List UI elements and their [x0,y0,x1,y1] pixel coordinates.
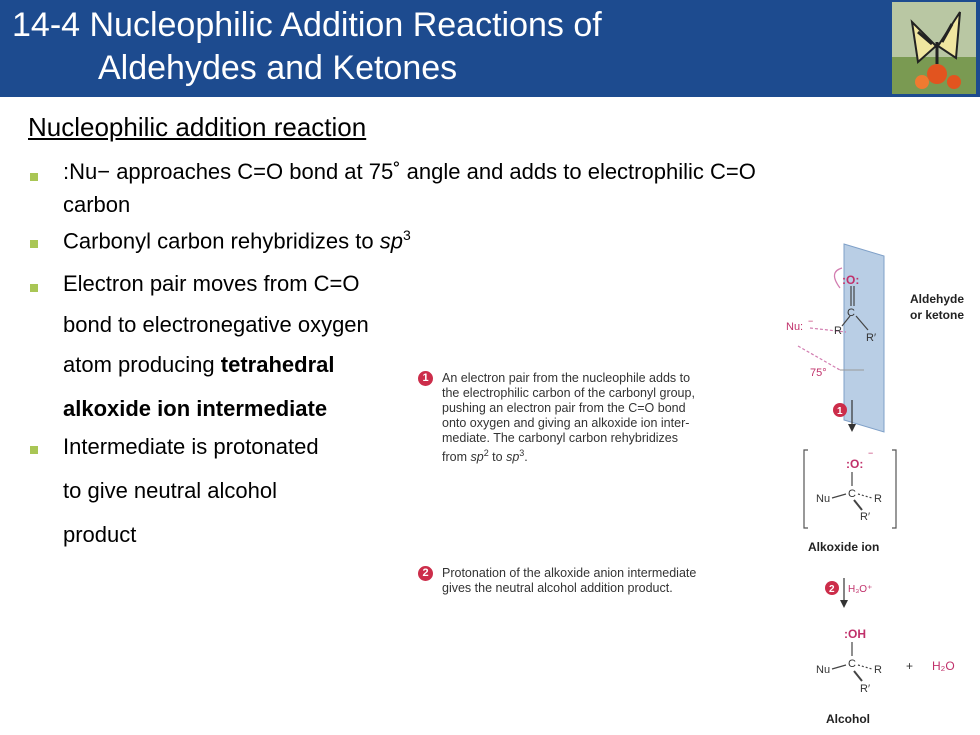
angle-label: 75° [810,367,827,379]
alcohol-nu-bond [832,665,846,669]
arrow-1-head [848,424,856,432]
hydronium-label: H₃O⁺ [848,584,873,595]
carbon-label: C [847,307,855,319]
step-1-from: from [442,450,471,465]
step-2-line: Protonation of the alkoxide anion intermediate [442,566,697,580]
alcohol-wedge [854,671,862,681]
step-1-line: An electron pair from the nucleophile adds to [442,371,691,385]
step-1-sup2: 2 [483,448,489,458]
right-bracket [892,450,896,528]
plus-sign: + [906,659,914,673]
title-line-1: 14-4 Nucleophilic Addition Reactions of [12,6,602,44]
alkoxide-wedge [854,500,862,510]
alkoxide-nu-bond [832,494,846,498]
arrow-2-number: 2 [829,584,835,595]
bullet-3-line-1: Electron pair moves from C=O [63,271,360,296]
bullet-4-line-2: to give neutral alcohol [63,478,278,503]
aldehyde-label-2: or ketone [910,308,965,322]
bullet-4-line-3: product [63,522,137,547]
title-bar [0,0,980,97]
bullet-3-plain: atom producing [63,352,221,377]
bullet-1-line-1: :Nu− approaches C=O bond at 75˚ angle and adds to electrophilic C=O [63,159,756,184]
bullet-2-sup: 3 [402,227,411,243]
r-label: R [834,325,842,337]
bullet-2 [63,227,411,254]
bullet-3-line-3 [63,352,334,378]
alkoxide-ion-label: Alkoxide ion [808,540,880,554]
alcohol-carbon: C [848,658,856,670]
bullet-marker [30,284,38,292]
arrow-1-number: 1 [837,406,843,417]
alkoxide-r-bond [858,494,872,498]
alcohol-r: R [874,664,882,676]
section-heading: Nucleophilic addition reaction [28,112,367,142]
water-label: H₂O [932,659,955,673]
alcohol-oh: :OH [844,627,866,641]
left-bracket [804,450,808,528]
step-2-line: gives the neutral alcohol addition product. [442,581,673,595]
bullet-2-text: Carbonyl carbon rehybridizes to [63,228,380,254]
oxygen-label: :O: [842,273,860,287]
alcohol-label: Alcohol [826,712,870,726]
bullet-3-line-4: alkoxide ion intermediate [63,396,328,421]
slide-title [12,4,602,90]
alkoxide-nu: Nu [816,493,831,505]
step-1-line: mediate. The carbonyl carbon rehybridizes [442,431,679,445]
alkoxide-r-prime: R′ [860,511,871,523]
step-1-number: 1 [418,371,433,386]
bullet-3-line-2: bond to electronegative oxygen [63,312,369,337]
alcohol-r-bond [858,665,872,669]
aldehyde-label-1: Aldehyde [910,292,965,306]
bullet-3-bold: tetrahedral [220,352,335,377]
alkoxide-carbon: C [848,488,856,500]
alkoxide-charge: − [868,448,874,458]
step-1-line: onto oxygen and giving an alkoxide ion inter- [442,416,690,430]
step-1-line-last [442,446,695,465]
step-2-number: 2 [418,566,433,581]
bullet-marker [30,240,38,248]
step-1-period: . [524,450,528,465]
alkoxide-oxygen: :O: [846,457,864,471]
step-1-sp: sp [470,450,484,465]
alcohol-r-prime: R′ [860,683,871,695]
alcohol-nu: Nu [816,664,831,676]
step-1-to: to [488,450,507,465]
step-1-line: the electrophilic carbon of the carbonyl group, [442,386,695,400]
step-1-sp-b: sp [506,450,520,465]
nucleophile-label: Nu: [786,321,804,333]
nucleophile-charge: − [808,316,814,326]
bullet-marker [30,446,38,454]
bullet-marker [30,173,38,181]
butterfly-photo [892,2,976,94]
bullet-2-sp: sp [379,228,403,254]
arrow-2-head [840,600,848,608]
step-1-line: pushing an electron pair from the C=O bond [442,401,686,415]
bullet-1-line-2: carbon [63,192,131,217]
step-1-sup3: 3 [519,448,525,458]
curved-arrow [834,268,842,288]
r-prime-label: R′ [866,332,877,344]
alkoxide-r: R [874,493,882,505]
bullet-4-line-1: Intermediate is protonated [63,434,319,459]
title-line-2: Aldehydes and Ketones [98,49,458,87]
